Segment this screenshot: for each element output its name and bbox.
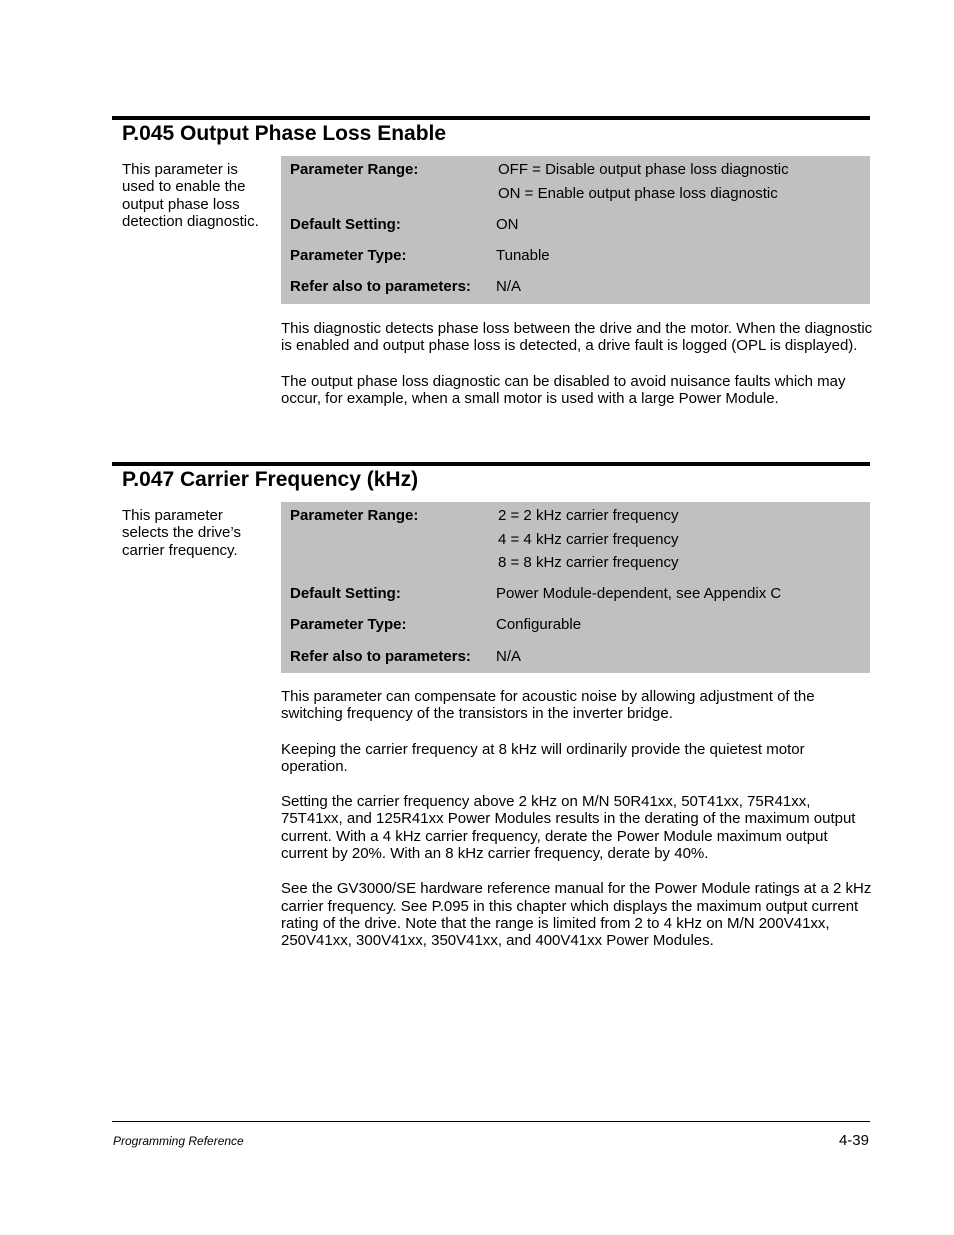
section-rule (112, 462, 870, 466)
section-title: P.045 Output Phase Loss Enable (122, 122, 447, 145)
parameter-range-value: OFF = Disable output phase loss diagnostic (498, 161, 789, 178)
paragraph: Keeping the carrier frequency at 8 kHz will ordinarily provide the quietest motor operation. (281, 740, 805, 775)
footer-title: Programming Reference (113, 1134, 244, 1148)
default-setting-value: ON (496, 216, 519, 233)
parameter-range-value: 4 = 4 kHz carrier frequency (498, 531, 679, 548)
default-setting-label: Default Setting: (290, 585, 401, 602)
description (281, 320, 873, 425)
parameter-table (281, 502, 870, 673)
page-number: 4-39 (838, 1132, 869, 1149)
side-note: This parameter is used to enable the output phase loss detection diagnostic. (122, 161, 259, 230)
footer-rule (112, 1121, 870, 1122)
refer-also-value: N/A (496, 278, 522, 295)
parameter-type-value: Tunable (496, 247, 550, 264)
description (281, 688, 873, 968)
parameter-table (281, 156, 870, 304)
paragraph: This diagnostic detects phase loss between the drive and the motor. When the diagnostic is enabled and output phase loss is detected, a drive fault is logged (OPL is displayed). (281, 320, 873, 355)
paragraph: The output phase loss diagnostic can be disabled to avoid nuisance faults which may occur, for example, when a small motor is used with a large Power Module. (281, 372, 846, 407)
refer-also-value: N/A (496, 648, 522, 665)
default-setting-label: Default Setting: (290, 216, 401, 233)
refer-also-label: Refer also to parameters: (290, 278, 471, 295)
parameter-type-value: Configurable (496, 616, 582, 633)
section-rule (112, 116, 870, 120)
parameter-type-label: Parameter Type: (290, 616, 407, 633)
section-title: P.047 Carrier Frequency (kHz) (122, 468, 419, 491)
side-note: This parameter selects the drive’s carrier frequency. (122, 507, 241, 559)
parameter-range-label: Parameter Range: (290, 161, 419, 178)
parameter-range-value: 8 = 8 kHz carrier frequency (498, 554, 679, 571)
paragraph: See the GV3000/SE hardware reference manual for the Power Module ratings at a 2 kHz carrier frequency. See P.095 in this chapter which displays the maximum output current rating of the drive. Note that the range is limited from 2 to 4 kHz on M/N 200V41xx, 250V41xx, 300V41xx, 350V41xx, and 400V41xx Power Modules. (281, 880, 872, 950)
parameter-range-value: 2 = 2 kHz carrier frequency (498, 507, 679, 524)
refer-also-label: Refer also to parameters: (290, 648, 471, 665)
paragraph: Setting the carrier frequency above 2 kHz on M/N 50R41xx, 50T41xx, 75R41xx, 75T41xx, and 125R41xx Power Modules results in the derating of the maximum output current. With a 4 kHz carrier frequency, derate the Power Module maximum output current by 20%. With an 8 kHz carrier frequency, derate by 40%. (281, 793, 856, 863)
default-setting-value: Power Module-dependent, see Appendix C (496, 585, 782, 602)
parameter-type-label: Parameter Type: (290, 247, 407, 264)
parameter-range-value: ON = Enable output phase loss diagnostic (498, 185, 778, 202)
parameter-range-label: Parameter Range: (290, 507, 419, 524)
paragraph: This parameter can compensate for acoustic noise by allowing adjustment of the switching frequency of the transistors in the inverter bridge. (281, 688, 815, 723)
